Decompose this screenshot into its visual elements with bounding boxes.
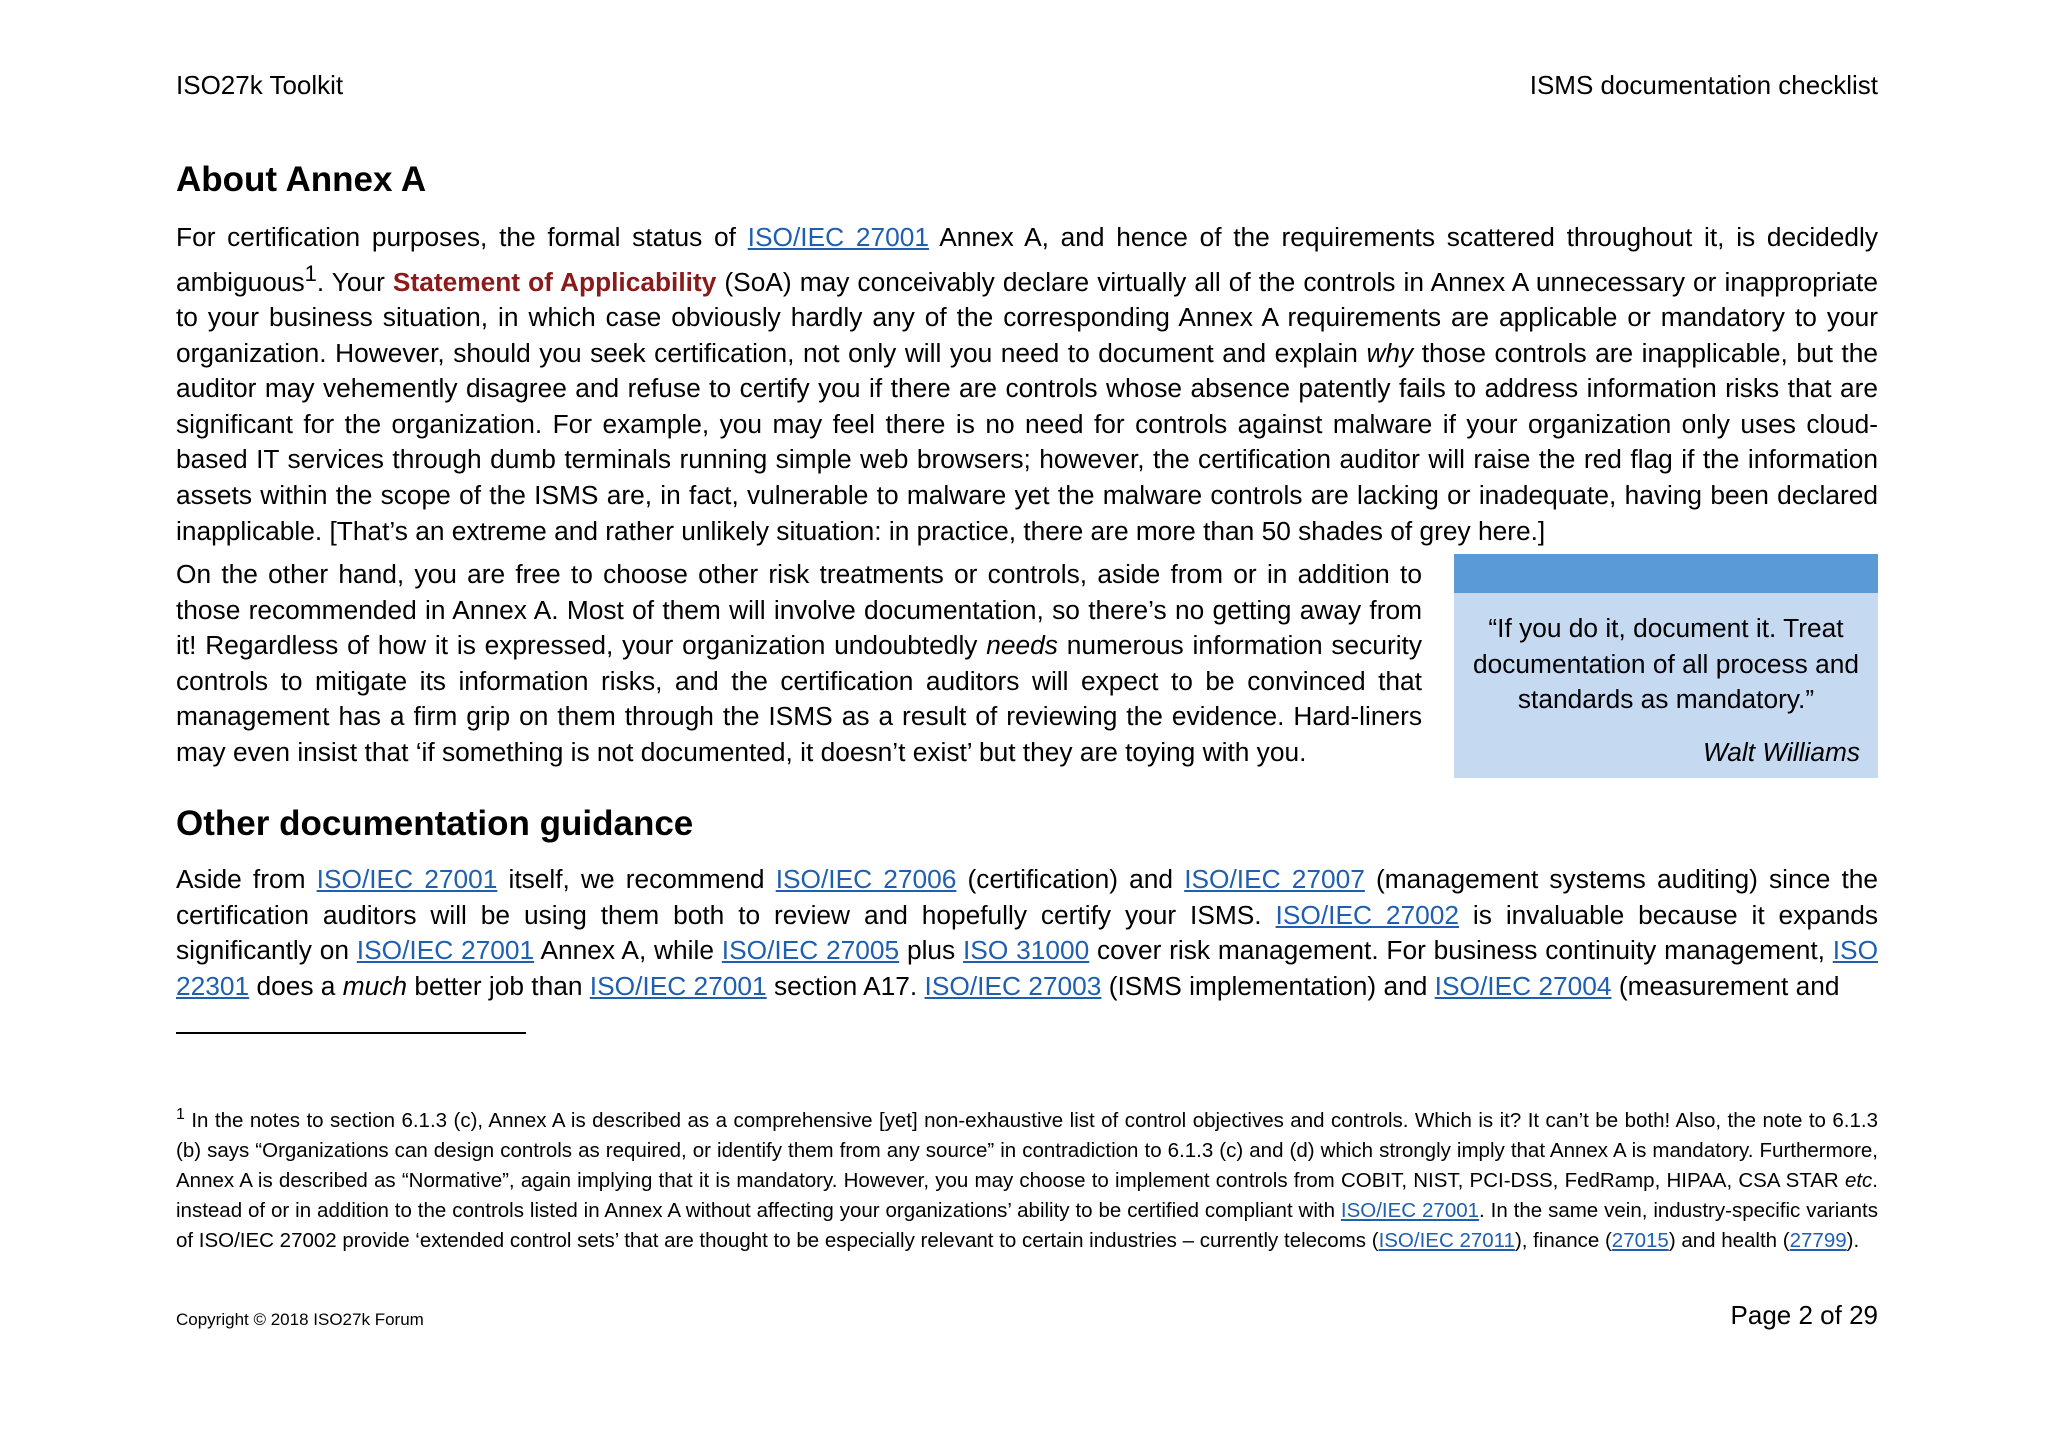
- link-iso-27006[interactable]: ISO/IEC 27006: [775, 864, 957, 894]
- link-iso-27004[interactable]: ISO/IEC 27004: [1434, 970, 1612, 1001]
- link-iso-27001[interactable]: ISO/IEC 27001: [747, 222, 929, 252]
- footnote-1: $^1$ In the notes to section 6.1.3 (c), Annex A is described as a comprehensive [yet] non-exhaustive list of control objectives and controls. Which is it? It can’t be both! Also, the note to 6.1.3 (b) says “Organizations can design controls as required, or identify them from any source” in contradiction to 6.1.3 (c) and (d) which strongly imply that Annex A is mandatory. Furthermore, Annex A is described as “Normative”, again implying that it is mandatory. However, you may choose to implement controls from COBIT, NIST, PCI-DSS, FedRamp, HIPAA, CSA STAR etc. instead of or in addition to the controls listed in Annex A without affecting your organizations’ ability to be certified compliant with ISO/IEC 27001. In the same vein, industry-specific variants of ISO/IEC 27002 provide ‘extended control sets’ that are thought to be especially relevant to certain industries – currently telecoms (ISO/IEC 27011), finance (27015) and health (27799).: [176, 1106, 1878, 1252]
- link-27015[interactable]: 27015: [1611, 1228, 1669, 1252]
- quote-text: “If you do it, document it. Treat documentation of all process and standards as mandatory.”: [1473, 613, 1859, 715]
- page-header: [176, 70, 1878, 110]
- footnote-ref[interactable]: 1: [304, 260, 317, 286]
- link-iso-27001[interactable]: ISO/IEC 27001: [356, 935, 535, 966]
- quote-box: [1454, 554, 1878, 778]
- copyright-text: Copyright © 2018 ISO27k Forum: [176, 1310, 424, 1329]
- link-iso-27001[interactable]: ISO/IEC 27001: [316, 864, 498, 894]
- header-left: ISO27k Toolkit: [176, 70, 344, 100]
- link-iso-27002[interactable]: ISO/IEC 27002: [1275, 899, 1460, 930]
- link-iso-27011[interactable]: ISO/IEC 27011: [1378, 1228, 1515, 1252]
- page-number: Page 2 of 29: [1730, 1300, 1878, 1330]
- footnote-separator: [176, 1032, 526, 1034]
- link-iso-27005[interactable]: ISO/IEC 27005: [721, 935, 900, 966]
- link-iso-22301[interactable]: ISO 22301: [176, 935, 1879, 1001]
- link-iso-31000[interactable]: ISO 31000: [963, 935, 1090, 966]
- link-iso-27007[interactable]: ISO/IEC 27007: [1184, 864, 1365, 894]
- paragraph-annex-a-status: For certification purposes, the formal status of ISO/IEC 27001 Annex A, and hence of the requirements scattered throughout it, is decidedly ambiguous$^1$. Your Statement of Applicability (SoA) may conceivably declare virtually all of the controls in Annex A unnecessary or inappropriate to your business situation, in which case obviously hardly any of the corresponding Annex A requirements are applicable or mandatory to your organization. However, should you seek certification, not only will you need to document and explain why those controls are inapplicable, but the auditor may vehemently disagree and refuse to certify you if there are controls whose absence patently fails to address information risks that are significant for the organization. For example, you may feel there is no need for controls against malware if your organization only uses cloud-based IT services through dumb terminals running simple web browsers; however, the certification auditor will raise the red flag if the information assets within the scope of the ISMS are, in fact, vulnerable to malware yet the malware controls are lacking or inadequate, having been declared inapplicable. [That’s an extreme and rather unlikely situation: in practice, there are more than 50 shades of grey here.]: [176, 222, 1879, 546]
- soa-term: Statement of Applicability: [392, 266, 717, 297]
- link-27799[interactable]: 27799: [1789, 1228, 1847, 1252]
- quote-box-header-bar: [1454, 554, 1878, 593]
- document-page: [176, 0, 1878, 1448]
- quote-author: Walt Williams: [1702, 737, 1860, 767]
- heading-other-documentation-guidance: Other documentation guidance: [176, 804, 694, 843]
- page-footer: [176, 1300, 1878, 1334]
- link-iso-27001[interactable]: ISO/IEC 27001: [589, 970, 767, 1001]
- footnote-number: 1: [176, 1106, 185, 1123]
- link-iso-27003[interactable]: ISO/IEC 27003: [924, 970, 1102, 1001]
- heading-about-annex-a: About Annex A: [176, 160, 427, 199]
- link-iso-27001[interactable]: ISO/IEC 27001: [1340, 1198, 1480, 1222]
- paragraph-other-guidance: Aside from ISO/IEC 27001 itself, we recommend ISO/IEC 27006 (certification) and ISO/IEC 27007 (management systems auditing) since the certification auditors will be using them both to review and hopefully certify your ISMS. ISO/IEC 27002 is invaluable because it expands significantly on ISO/IEC 27001 Annex A, while ISO/IEC 27005 plus ISO 31000 cover risk management. For business continuity management, ISO 22301 does a much better job than ISO/IEC 27001 section A17. ISO/IEC 27003 (ISMS implementation) and ISO/IEC 27004 (measurement and: [176, 864, 1879, 1001]
- paragraph-other-hand: On the other hand, you are free to choose other risk treatments or controls, aside from or in addition to those recommended in Annex A. Most of them will involve documentation, so there’s no getting away from it! Regardless of how it is expressed, your organization undoubtedly needs numerous information security controls to mitigate its information risks, and the certification auditors will expect to be convinced that management has a firm grip on them through the ISMS as a result of reviewing the evidence. Hard-liners may even insist that ‘if something is not documented, it doesn’t exist’ but they are toying with you.: [176, 559, 1422, 767]
- header-right: ISMS documentation checklist: [1529, 70, 1878, 100]
